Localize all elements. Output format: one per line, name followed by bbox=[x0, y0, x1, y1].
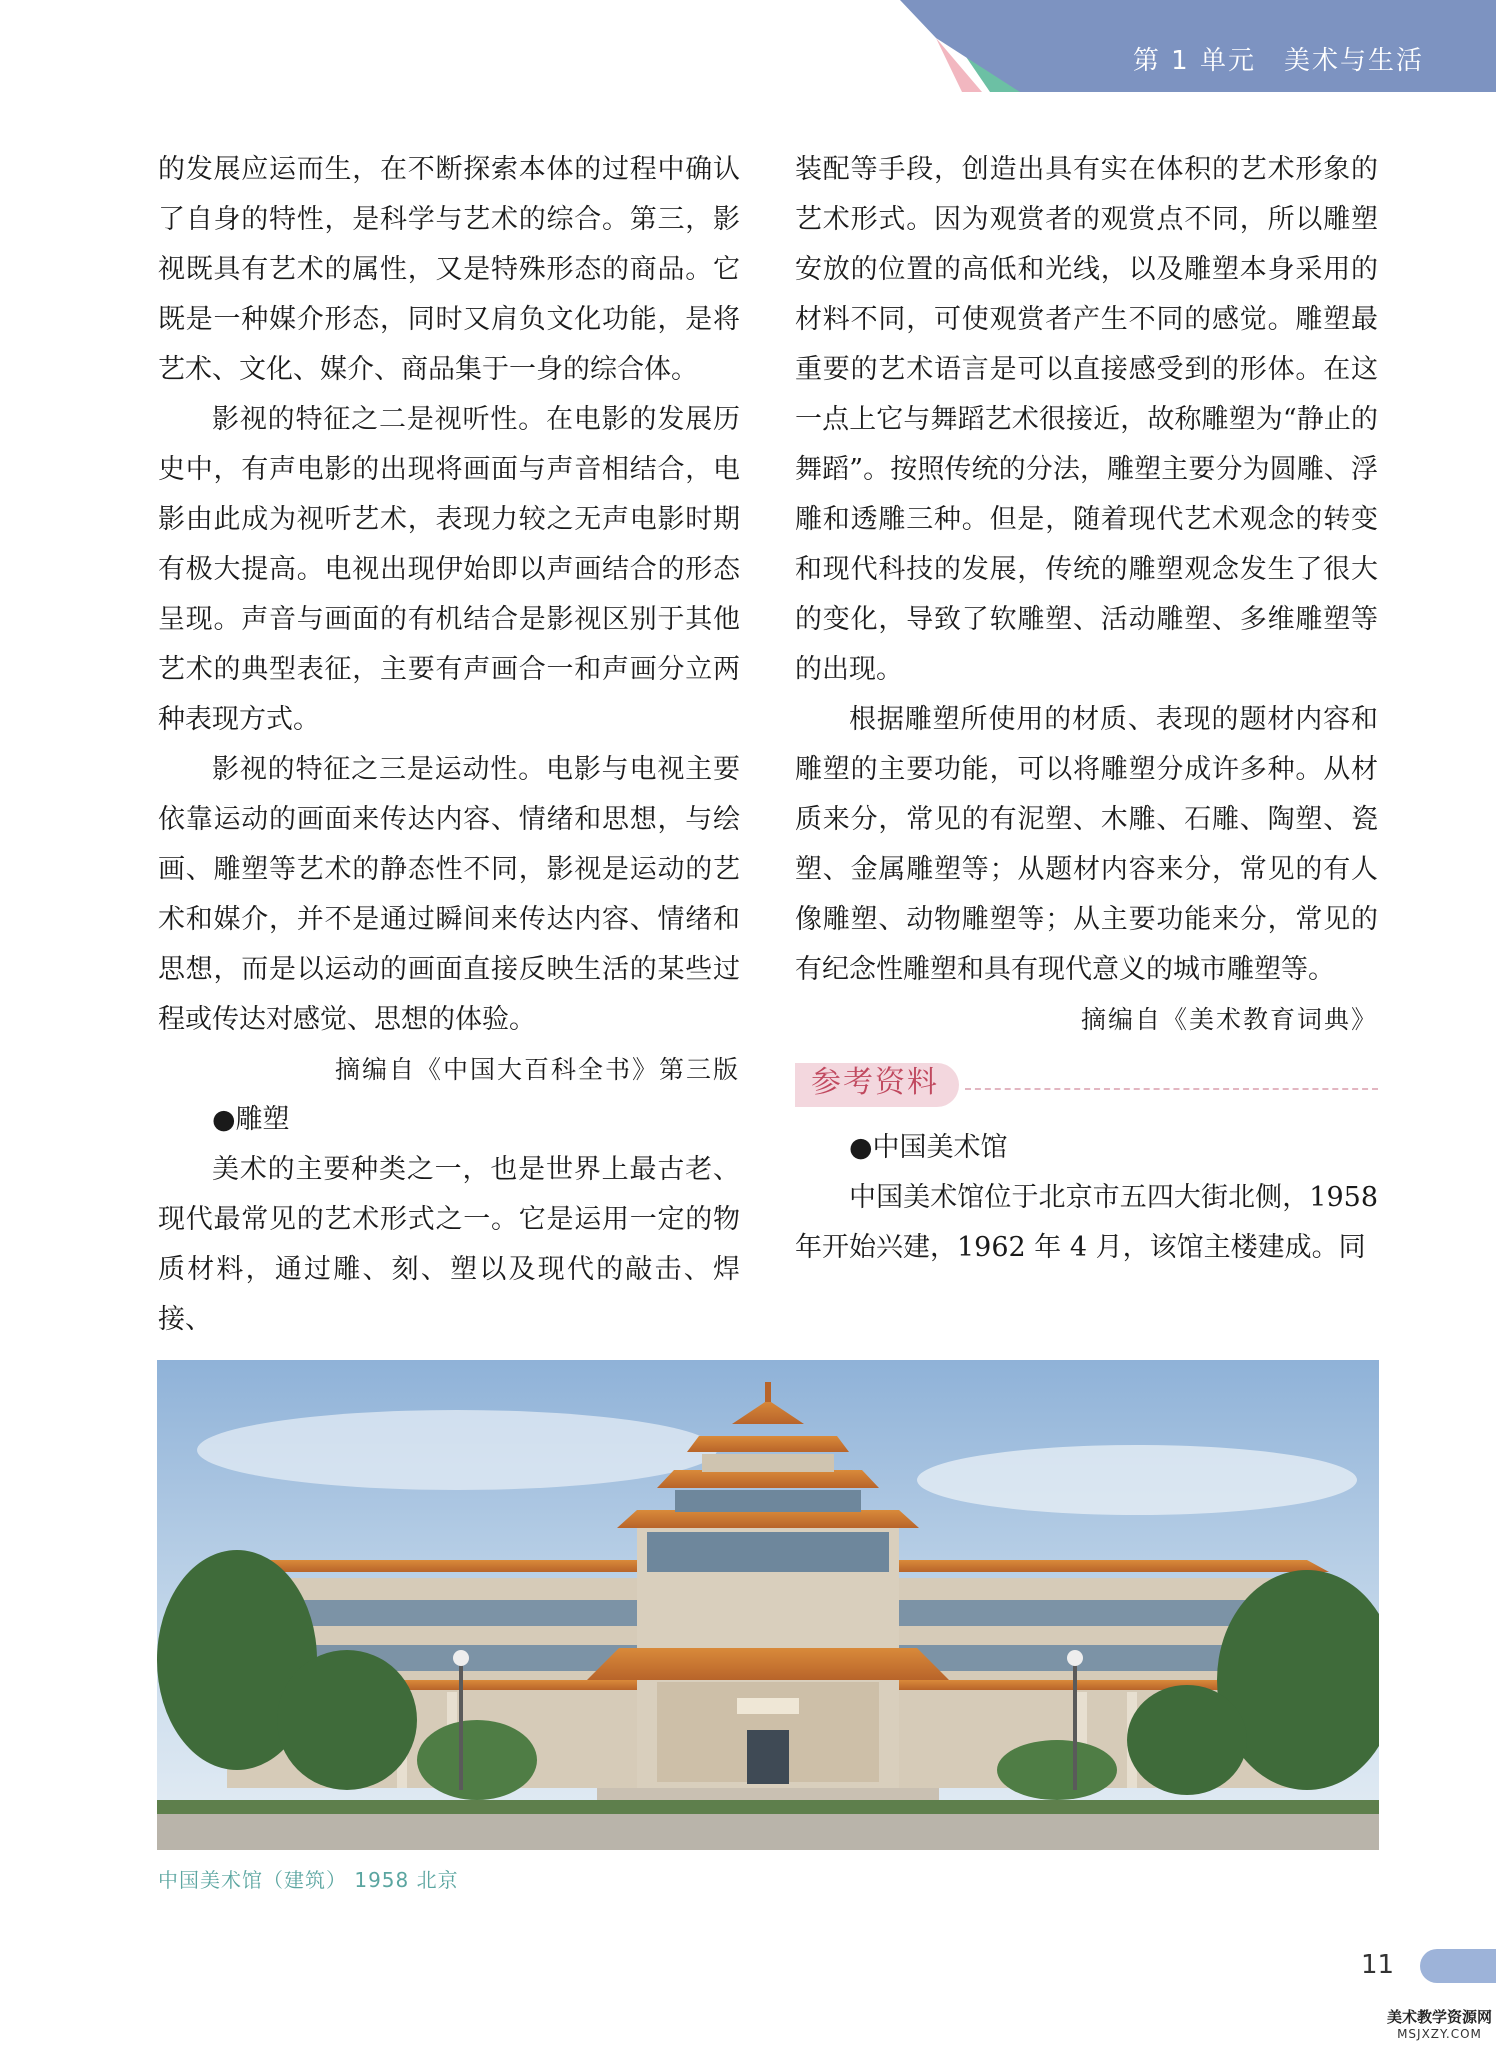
watermark-line1: 美术教学资源网 bbox=[1386, 2008, 1492, 2026]
paragraph: 美术的主要种类之一，也是世界上最古老、现代最常见的艺术形式之一。它是运用一定的物质材料，通过雕、刻、塑以及现代的敲击、焊接、 bbox=[158, 1154, 740, 1335]
right-column bbox=[795, 145, 1378, 1273]
reference-tag: 参考资料 bbox=[795, 1063, 959, 1107]
section-heading: ●中国美术馆 bbox=[849, 1132, 1008, 1163]
source-citation: 摘编自《美术教育词典》 bbox=[1080, 1005, 1378, 1034]
source-citation: 摘编自《中国大百科全书》第三版 bbox=[334, 1055, 740, 1084]
paragraph: 根据雕塑所使用的材质、表现的题材内容和雕塑的主要功能，可以将雕塑分成许多种。从材质来分，常见的有泥塑、木雕、石雕、陶塑、瓷塑、金属雕塑等；从题材内容来分，常见的有人像雕塑、动物雕塑等；从主要功能来分，常见的有纪念性雕塑和具有现代意义的城市雕塑等。 bbox=[795, 704, 1378, 985]
watermark bbox=[1387, 2006, 1492, 2041]
section-heading: ●雕塑 bbox=[212, 1104, 290, 1135]
watermark-line2: MSJXZY.COM bbox=[1397, 2027, 1482, 2041]
paragraph: 中国美术馆位于北京市五四大街北侧，1958 年开始兴建，1962 年 4 月，该馆主楼建成。同 bbox=[795, 1182, 1378, 1263]
left-column bbox=[158, 145, 740, 1345]
paragraph: 影视的特征之二是视听性。在电影的发展历史中，有声电影的出现将画面与声音相结合，电影由此成为视听艺术，表现力较之无声电影时期有极大提高。电视出现伊始即以声画结合的形态呈现。声音与画面的有机结合是影视区别于其他艺术的典型表征，主要有声画合一和声画分立两种表现方式。 bbox=[158, 404, 740, 735]
paragraph: 的发展应运而生，在不断探索本体的过程中确认了自身的特性，是科学与艺术的综合。第三，影视既具有艺术的属性，又是特殊形态的商品。它既是一种媒介形态，同时又肩负文化功能，是将艺术、文化、媒介、商品集于一身的综合体。 bbox=[158, 154, 740, 385]
paragraph: 影视的特征之三是运动性。电影与电视主要依靠运动的画面来传达内容、情绪和思想，与绘画、雕塑等艺术的静态性不同，影视是运动的艺术和媒介，并不是通过瞬间来传达内容、情绪和思想，而是以运动的画面直接反映生活的某些过程或传达对感觉、思想的体验。 bbox=[158, 754, 740, 1035]
page-number: 11 bbox=[1361, 1950, 1395, 1980]
unit-title: 第 1 单元 美术与生活 bbox=[1132, 46, 1424, 76]
dashed-divider bbox=[965, 1088, 1378, 1090]
museum-photo bbox=[157, 1360, 1379, 1850]
page-tab bbox=[1420, 1949, 1496, 1983]
photo-caption: 中国美术馆（建筑） 1958 北京 bbox=[158, 1868, 459, 1892]
reference-header bbox=[795, 1057, 1378, 1117]
paragraph: 装配等手段，创造出具有实在体积的艺术形象的艺术形式。因为观赏者的观赏点不同，所以雕塑安放的位置的高低和光线，以及雕塑本身采用的材料不同，可使观赏者产生不同的感觉。雕塑最重要的艺术语言是可以直接感受到的形体。在这一点上它与舞蹈艺术很接近，故称雕塑为“静止的舞蹈”。按照传统的分法，雕塑主要分为圆雕、浮雕和透雕三种。但是，随着现代艺术观念的转变和现代科技的发展，传统的雕塑观念发生了很大的变化，导致了软雕塑、活动雕塑、多维雕塑等的出现。 bbox=[795, 154, 1378, 685]
